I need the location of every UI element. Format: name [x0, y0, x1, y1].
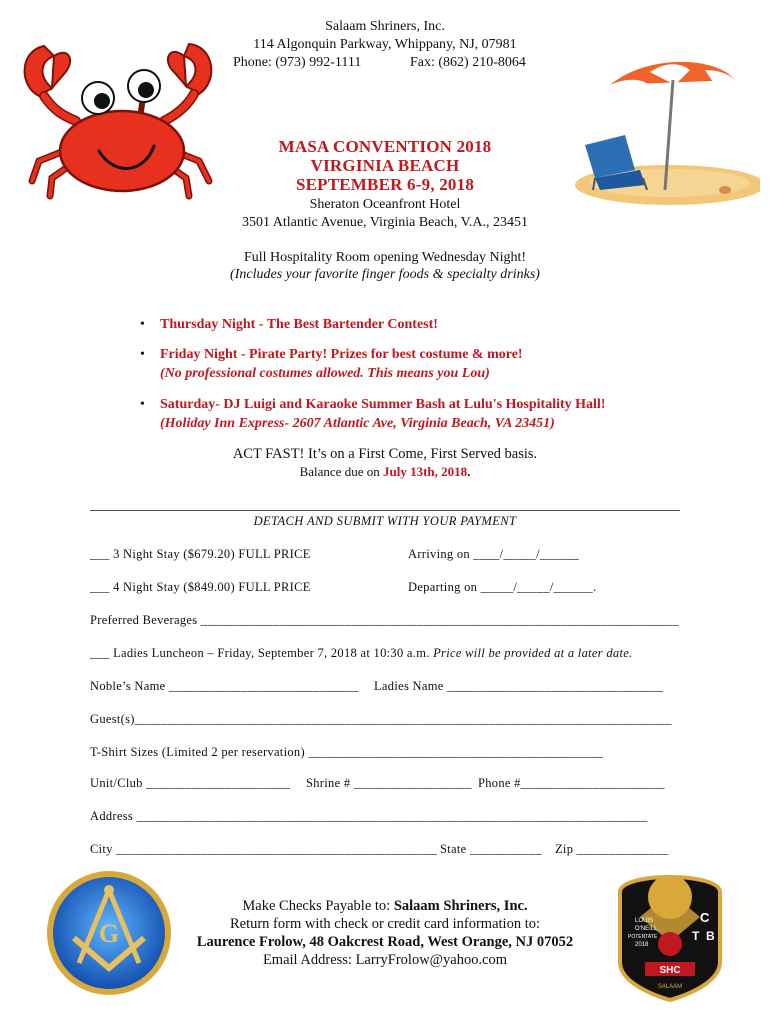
org-fax: Fax: (862) 210-8064: [410, 55, 526, 70]
badge-text: T: [692, 929, 700, 943]
four-night-option[interactable]: ___ 4 Night Stay ($849.00) FULL PRICE: [90, 580, 311, 594]
org-name: Salaam Shriners, Inc.: [325, 19, 445, 34]
bullet-icon: •: [140, 317, 145, 332]
departing-field[interactable]: Departing on _____/_____/______.: [408, 580, 597, 594]
ladies-name-field[interactable]: Ladies Name _________________________________: [374, 679, 664, 693]
guests-field[interactable]: Guest(s)__________________________________________________________________________________: [90, 712, 672, 726]
mailing-address: Laurence Frolow, 48 Oakcrest Road, West Orange, NJ 07052: [196, 934, 574, 950]
balance-due: [0, 464, 770, 480]
event-text: Thursday Night - The Best Bartender Contest!: [160, 317, 438, 332]
contact-email[interactable]: Email Address: LarryFrolow@yahoo.com: [262, 952, 508, 968]
org-address: 114 Algonquin Parkway, Whippany, NJ, 07981: [253, 37, 517, 52]
tshirt-field[interactable]: T-Shirt Sizes (Limited 2 per reservation) _____________________________________________: [90, 745, 604, 759]
shrine-badge-logo: [610, 862, 730, 1002]
event-text: Saturday- DJ Luigi and Karaoke Summer Bash at Lulu's Hospitality Hall!: [160, 397, 606, 412]
return-instructions: Return form with check or credit card information to:: [229, 916, 541, 932]
event-title: MASA CONVENTION 2018: [278, 137, 492, 156]
act-fast-notice: ACT FAST! It’s on a First Come, First Served basis.: [232, 446, 538, 462]
badge-text: POTENTATE: [628, 934, 658, 940]
badge-text: SALAAM: [657, 984, 683, 990]
checks-prefix: Make Checks Payable to:: [242, 898, 394, 914]
noble-name-field[interactable]: Noble’s Name _____________________________: [90, 679, 359, 693]
luncheon-option[interactable]: [90, 646, 633, 661]
balance-suffix: .: [467, 464, 471, 479]
org-phone: Phone: (973) 992-1111: [233, 55, 362, 70]
event-location-title: VIRGINIA BEACH: [310, 156, 460, 175]
event-note: (Holiday Inn Express- 2607 Atlantic Ave, Virginia Beach, VA 23451): [160, 416, 555, 431]
bullet-icon: •: [140, 397, 145, 412]
event-dates-title: SEPTEMBER 6-9, 2018: [295, 175, 475, 194]
balance-date: July 13th, 2018: [382, 464, 468, 479]
event-note: (No professional costumes allowed. This means you Lou): [160, 366, 490, 381]
bullet-icon: •: [140, 347, 145, 362]
arriving-field[interactable]: Arriving on ____/_____/______: [408, 547, 580, 561]
balance-prefix: Balance due on: [299, 464, 383, 479]
unit-club-field[interactable]: Unit/Club ______________________: [90, 776, 291, 790]
detach-line: [90, 510, 680, 511]
masonic-letter: G: [98, 919, 120, 948]
event-text: Friday Night - Pirate Party! Prizes for best costume & more!: [160, 347, 523, 362]
luncheon-text: ___ Ladies Luncheon – Friday, September 7, 2018 at 10:30 a.m.: [90, 646, 430, 660]
badge-text: B: [706, 929, 715, 943]
hospitality-note: (Includes your favorite finger foods & specialty drinks): [230, 267, 540, 282]
detach-heading: DETACH AND SUBMIT WITH YOUR PAYMENT: [253, 514, 517, 528]
beverages-field[interactable]: Preferred Beverages _________________________________________________________________________: [90, 613, 679, 627]
badge-text: LOUIS: [635, 918, 654, 924]
badge-text: O'NEILL: [635, 926, 658, 932]
luncheon-note: Price will be provided at a later date.: [433, 646, 633, 660]
three-night-option[interactable]: ___ 3 Night Stay ($679.20) FULL PRICE: [90, 547, 311, 561]
badge-text: C: [700, 910, 710, 925]
badge-text: 2018: [635, 942, 649, 948]
city-field[interactable]: City _________________________________________________: [90, 842, 438, 856]
shrine-number-field[interactable]: Shrine # __________________: [306, 776, 472, 790]
zip-field[interactable]: Zip ______________: [555, 842, 669, 856]
shrine-badge-icon: [620, 875, 720, 1000]
square-compass-icon: [47, 871, 171, 995]
address-field[interactable]: Address ______________________________________________________________________________: [90, 809, 648, 823]
badge-text: SHC: [659, 965, 681, 976]
masonic-logo: [44, 868, 174, 998]
checks-name: Salaam Shriners, Inc.: [393, 898, 528, 914]
hotel-address: 3501 Atlantic Avenue, Virginia Beach, V.A., 23451: [241, 215, 528, 230]
hotel-name: Sheraton Oceanfront Hotel: [309, 197, 461, 212]
phone-field[interactable]: Phone #______________________: [478, 776, 665, 790]
hospitality-line: Full Hospitality Room opening Wednesday Night!: [243, 250, 527, 265]
state-field[interactable]: State ___________: [440, 842, 542, 856]
